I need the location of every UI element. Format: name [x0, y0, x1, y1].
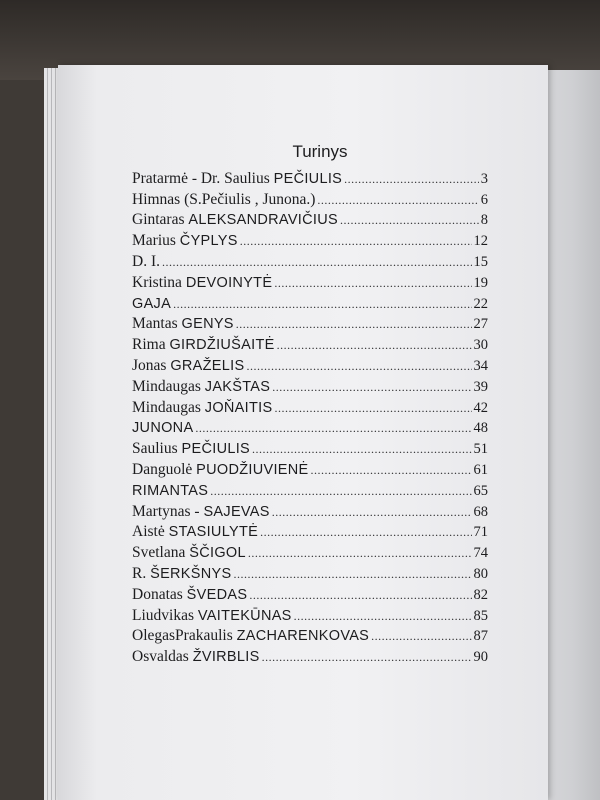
- toc-entry-page-number: 74: [473, 545, 488, 562]
- toc-entry: [132, 501, 488, 522]
- toc-list: [132, 168, 488, 667]
- toc-entry-page-number: 82: [473, 586, 488, 603]
- toc-entry: [132, 646, 488, 667]
- toc-entry: [132, 626, 488, 647]
- toc-entry-name: [132, 439, 250, 459]
- toc-entry-given-name: R.: [132, 564, 147, 582]
- toc-entry-surname: PUODŽIUVIENĖ: [196, 461, 309, 478]
- toc-title: Turinys: [292, 142, 348, 161]
- toc-entry: [132, 376, 488, 397]
- toc-entry-surname: GIRDŽIUŠAITĖ: [169, 337, 275, 354]
- toc-entry-name: [132, 626, 369, 646]
- toc-entry-page-number: 48: [473, 420, 488, 437]
- toc-entry-given-name: Rima: [132, 336, 166, 354]
- toc-entry-surname: SAJEVAS: [203, 503, 270, 520]
- toc-entry-given-name: Danguolė: [132, 460, 193, 478]
- toc-entry-page-number: 27: [473, 316, 488, 333]
- toc-entry-name: [132, 294, 171, 314]
- dot-leader: [371, 627, 471, 646]
- dot-leader: [294, 607, 472, 626]
- toc-entry: [132, 522, 488, 543]
- toc-entry-name: [132, 481, 208, 501]
- toc-entry-name: [132, 543, 246, 563]
- dot-leader: [236, 315, 472, 334]
- toc-entry-name: [132, 377, 270, 397]
- toc-entry-name: [132, 169, 342, 189]
- toc-entry-page-number: 65: [473, 482, 488, 499]
- toc-entry: [132, 168, 488, 189]
- dot-leader: [311, 461, 472, 480]
- toc-entry: [132, 230, 488, 251]
- toc-entry-page-number: 85: [473, 607, 488, 624]
- toc-entry-name: [132, 522, 258, 542]
- toc-entry-name: [132, 356, 244, 376]
- dot-leader: [195, 419, 471, 438]
- toc-entry-name: [132, 460, 309, 480]
- toc-entry-name: [132, 210, 338, 230]
- toc-entry-given-name: Saulius: [132, 440, 178, 458]
- dot-leader: [249, 586, 471, 605]
- toc-entry-name: [132, 231, 238, 251]
- toc-entry-page-number: 19: [473, 274, 488, 291]
- toc-entry: [132, 272, 488, 293]
- toc-entry-surname: STASIULYTĖ: [168, 524, 259, 541]
- toc-entry-name: [132, 252, 160, 272]
- dot-leader: [240, 232, 472, 251]
- toc-entry-surname: PEČIULIS: [181, 441, 251, 458]
- toc-entry-given-name: Osvaldas: [132, 648, 189, 666]
- toc-entry: [132, 584, 488, 605]
- toc-entry-page-number: 42: [473, 399, 488, 416]
- toc-entry-page-number: 22: [473, 295, 488, 312]
- toc-entry-page-number: 87: [473, 628, 488, 645]
- toc-entry: [132, 563, 488, 584]
- dot-leader: [210, 482, 471, 501]
- toc-entry-page-number: 8: [480, 212, 488, 229]
- toc-entry-page-number: 6: [480, 191, 488, 208]
- toc-entry-page-number: 30: [473, 337, 488, 354]
- toc-entry: [132, 397, 488, 418]
- dot-leader: [340, 211, 479, 230]
- toc-entry-given-name: Gintaras: [132, 211, 185, 229]
- toc-entry: [132, 251, 488, 272]
- toc-entry: [132, 542, 488, 563]
- toc-entry-surname: GRAŽELIS: [170, 357, 245, 374]
- toc-entry-given-name: Pratarmė - Dr. Saulius: [132, 169, 270, 187]
- toc-entry-page-number: 80: [473, 565, 488, 582]
- toc-entry-given-name: Marius: [132, 232, 176, 250]
- toc-entry-given-name: Mindaugas: [132, 398, 201, 416]
- dot-leader: [277, 336, 472, 355]
- toc-entry-given-name: D. I.: [132, 252, 160, 270]
- toc-entry-name: [132, 398, 272, 418]
- toc-entry: [132, 293, 488, 314]
- dot-leader: [274, 399, 471, 418]
- toc-entry-given-name: Mindaugas: [132, 377, 201, 395]
- dot-leader: [248, 544, 472, 563]
- toc-entry-surname: ČYPLYS: [179, 233, 238, 250]
- toc-entry-name: [132, 190, 315, 210]
- toc-entry-name: [132, 335, 275, 355]
- toc-entry-given-name: Himnas (S.Pečiulis , Junona.): [132, 190, 316, 208]
- toc-entry-page-number: 61: [473, 461, 488, 478]
- dot-leader: [246, 357, 471, 376]
- toc-entry-surname: JUNONA: [132, 420, 194, 437]
- toc-entry-name: [132, 647, 260, 667]
- dot-leader: [173, 295, 471, 314]
- toc-entry-surname: PEČIULIS: [273, 170, 343, 187]
- toc-entry-page-number: 68: [473, 503, 488, 520]
- toc-entry-page-number: 34: [473, 357, 488, 374]
- toc-entry: [132, 334, 488, 355]
- toc-entry-name: [132, 564, 231, 584]
- toc-entry-given-name: Liudvikas: [132, 606, 194, 624]
- toc-entry-page-number: 15: [473, 253, 488, 270]
- toc-entry-surname: GENYS: [181, 316, 234, 333]
- toc-entry-surname: GAJA: [132, 295, 172, 312]
- toc-entry-surname: ŠVEDAS: [186, 586, 248, 603]
- toc-entry-surname: JOŇAITIS: [204, 399, 273, 416]
- dot-leader: [162, 253, 472, 272]
- toc-entry-surname: VAITEKŪNAS: [197, 607, 292, 624]
- toc-entry: [132, 355, 488, 376]
- dot-leader: [274, 274, 471, 293]
- toc-entry: [132, 210, 488, 231]
- toc-entry: [132, 459, 488, 480]
- dot-leader: [317, 191, 478, 210]
- toc-entry-surname: DEVOINYTĖ: [185, 274, 273, 291]
- toc-entry-page-number: 90: [473, 649, 488, 666]
- toc-entry-page-number: 39: [473, 378, 488, 395]
- toc-entry-given-name: Mantas: [132, 315, 178, 333]
- toc-entry-name: [132, 314, 234, 334]
- toc-entry-name: [132, 273, 272, 293]
- toc-entry-surname: ŠČIGOL: [189, 545, 246, 562]
- toc-entry: [132, 418, 488, 439]
- toc-entry-surname: JAKŠTAS: [204, 378, 271, 395]
- table-of-contents: [132, 142, 488, 667]
- toc-entry-surname: ŽVIRBLIS: [192, 649, 260, 666]
- toc-entry-name: [132, 418, 193, 438]
- toc-entry-given-name: OlegasPrakaulis: [132, 627, 233, 645]
- dot-leader: [344, 170, 479, 189]
- toc-entry-name: [132, 606, 292, 626]
- toc-entry-given-name: Donatas: [132, 585, 183, 603]
- toc-entry-given-name: Martynas -: [132, 502, 200, 520]
- toc-entry-surname: ZACHARENKOVAS: [236, 628, 370, 645]
- toc-entry: [132, 605, 488, 626]
- toc-entry-surname: ALEKSANDRAVIČIUS: [188, 212, 338, 229]
- toc-entry: [132, 314, 488, 335]
- toc-entry-name: [132, 502, 270, 522]
- toc-entry-given-name: Kristina: [132, 273, 182, 291]
- toc-entry-given-name: Svetlana: [132, 544, 186, 562]
- dot-leader: [233, 565, 471, 584]
- toc-entry-page-number: 12: [473, 233, 488, 250]
- toc-entry-given-name: Jonas: [132, 356, 167, 374]
- toc-entry-surname: RIMANTAS: [132, 482, 209, 499]
- toc-entry-name: [132, 585, 247, 605]
- toc-entry: [132, 189, 488, 210]
- toc-entry-page-number: 3: [480, 170, 488, 187]
- dot-leader: [252, 440, 471, 459]
- toc-entry: [132, 480, 488, 501]
- toc-entry: [132, 438, 488, 459]
- dot-leader: [262, 648, 472, 667]
- dot-leader: [272, 378, 471, 397]
- dot-leader: [272, 503, 472, 522]
- toc-entry-page-number: 71: [473, 524, 488, 541]
- toc-entry-page-number: 51: [473, 441, 488, 458]
- dot-leader: [260, 523, 471, 542]
- toc-entry-given-name: Aistė: [132, 523, 165, 541]
- toc-entry-surname: ŠERKŠNYS: [150, 565, 232, 582]
